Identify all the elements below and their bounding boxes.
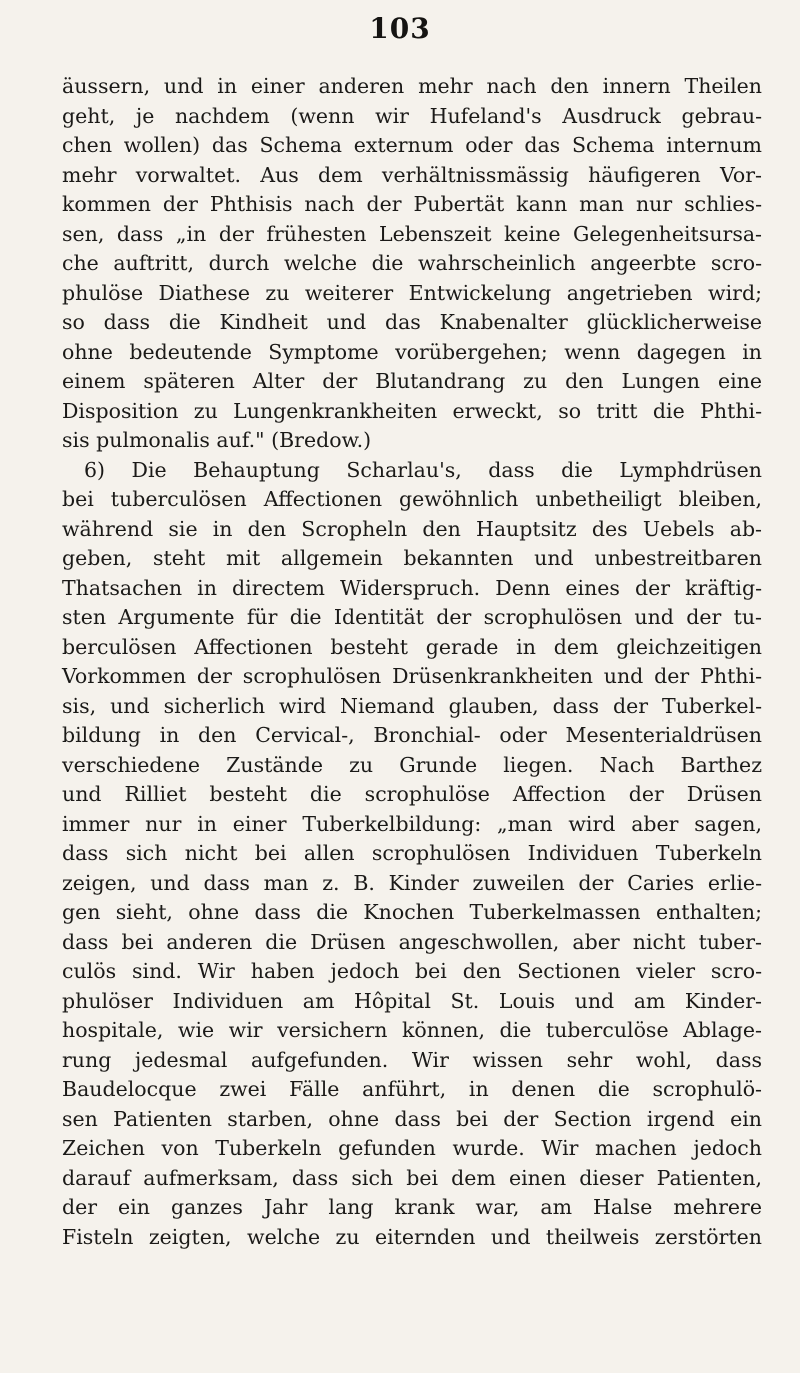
text-line: und Rilliet besteht die scrophulöse Affection der Drüsen — [62, 782, 762, 806]
text-line: geben, steht mit allgemein bekannten und unbestreitbaren — [62, 546, 762, 570]
text-line: chen wollen) das Schema externum oder das Schema internum — [62, 133, 762, 157]
text-line: geht, je nachdem (wenn wir Hufeland's Ausdruck gebrau- — [62, 103, 762, 128]
text-line: dass bei anderen die Drüsen angeschwollen, aber nicht tuber- — [62, 929, 762, 954]
text-line: Baudelocque zwei Fälle anführt, in denen die scrophulö- — [62, 1077, 762, 1101]
body-text — [62, 72, 762, 1252]
text-line: sen, dass „in der frühesten Lebenszeit keine Gelegenheitsursa- — [62, 221, 762, 246]
text-line: che auftritt, durch welche die wahrscheinlich angeerbte scro- — [62, 251, 762, 275]
text-line: bei tuberculösen Affectionen gewöhnlich unbetheiligt bleiben, — [62, 487, 762, 511]
text-line: berculösen Affectionen besteht gerade in dem gleichzeitigen — [62, 634, 762, 659]
text-line: hospitale, wie wir versichern können, die tuberculöse Ablage- — [62, 1018, 762, 1042]
text-line: gen sieht, ohne dass die Knochen Tuberkelmassen enthalten; — [62, 900, 762, 924]
text-line: sis pulmonalis auf." (Bredow.) — [62, 428, 372, 452]
text-line: so dass die Kindheit und das Knabenalter glücklicherweise — [62, 310, 762, 334]
text-line: immer nur in einer Tuberkelbildung: „man wird aber sagen, — [62, 811, 762, 836]
text-line: darauf aufmerksam, dass sich bei dem einen dieser Patienten, — [62, 1165, 762, 1190]
text-line: Thatsachen in directem Widerspruch. Denn eines der kräftig- — [62, 575, 762, 600]
text-line: zeigen, und dass man z. B. Kinder zuweilen der Caries erlie- — [62, 870, 762, 895]
text-line: phulöser Individuen am Hôpital St. Louis und am Kinder- — [62, 988, 762, 1013]
text-line: Disposition zu Lungenkrankheiten erweckt, so tritt die Phthi- — [62, 398, 762, 423]
text-line: sen Patienten starben, ohne dass bei der Section irgend ein — [62, 1106, 762, 1131]
text-line: sis, und sicherlich wird Niemand glauben, dass der Tuberkel- — [62, 693, 762, 718]
text-line: phulöse Diathese zu weiterer Entwickelung angetrieben wird; — [62, 280, 762, 305]
text-line: culös sind. Wir haben jedoch bei den Sectionen vieler scro- — [62, 959, 762, 983]
text-line: mehr vorwaltet. Aus dem verhältnissmässig häufigeren Vor- — [62, 162, 762, 187]
text-line: ohne bedeutende Symptome vorübergehen; wenn dagegen in — [62, 339, 762, 364]
text-line: verschiedene Zustände zu Grunde liegen. Nach Barthez — [62, 752, 762, 777]
text-line: der ein ganzes Jahr lang krank war, am Halse mehrere — [62, 1195, 762, 1219]
text-line: einem späteren Alter der Blutandrang zu den Lungen eine — [62, 369, 762, 393]
text-line: dass sich nicht bei allen scrophulösen Individuen Tuberkeln — [62, 841, 762, 865]
text-line: rung jedesmal aufgefunden. Wir wissen sehr wohl, dass — [62, 1047, 762, 1072]
text-line: Vorkommen der scrophulösen Drüsenkrankheiten und der Phthi- — [62, 664, 762, 688]
text-line: bildung in den Cervical-, Bronchial- oder Mesenterialdrüsen — [62, 723, 762, 747]
text-line: Fisteln zeigten, welche zu eiternden und theilweis zerstörten — [62, 1224, 762, 1249]
text-line: 6) Die Behauptung Scharlau's, dass die Lymphdrüsen — [84, 457, 762, 482]
text-line: während sie in den Scropheln den Hauptsitz des Uebels ab- — [62, 516, 762, 541]
text-line: sten Argumente für die Identität der scrophulösen und der tu- — [62, 605, 762, 629]
page-number: 103 — [369, 12, 431, 45]
text-line: äussern, und in einer anderen mehr nach den innern Theilen — [62, 74, 762, 98]
text-line: Zeichen von Tuberkeln gefunden wurde. Wir machen jedoch — [62, 1136, 762, 1160]
text-line: kommen der Phthisis nach der Pubertät kann man nur schlies- — [62, 192, 762, 216]
